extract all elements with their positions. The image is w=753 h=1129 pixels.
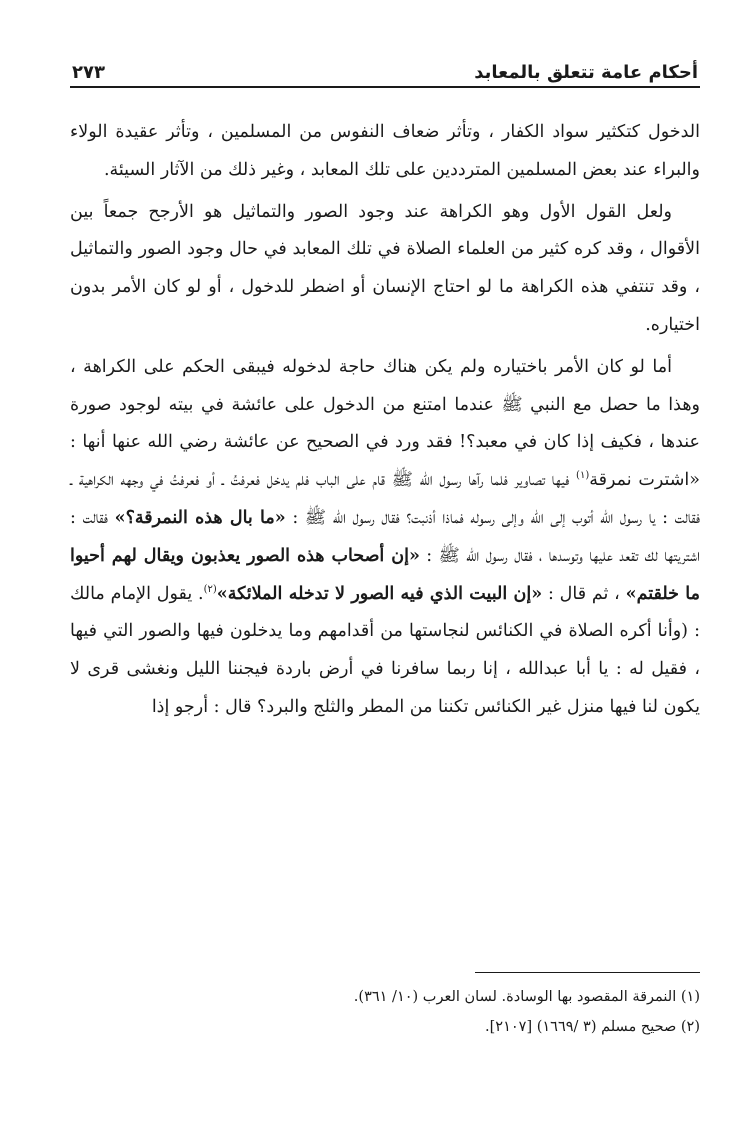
- running-header: [70, 52, 700, 88]
- paragraph-3-text-e: . يقول الإمام مالك : (وأنا أكره الصلاة في الكنائس لنجاستها من أقدامهم وما يدخلون فيها والصور التي فيها ، فقيل له : يا أبا عبدالله ، إنا ربما سافرنا في أرض باردة فيجننا الليل ونغشى قرى لا يكون لنا فيها منزل غير الكنائس تكننا من المطر والثلج والبرد؟ قال : أرجو إذا: [70, 583, 700, 717]
- paragraph-1: الدخول كتكثير سواد الكفار ، وتأثر ضعاف النفوس من المسلمين ، وتأثر عقيدة الولاء والبراء عند بعض المسلمين المترددين على تلك المعابد ، وغير ذلك من الآثار السيئة.: [70, 122, 700, 180]
- hadith-quote-2: «إن أصحاب هذه الصور يعذبون ويقال لهم أحيوا ما خلقتم»: [70, 545, 700, 604]
- paragraph-2: ولعل القول الأول وهو الكراهة عند وجود الصور والتماثيل هو الأرجح جمعاً بين الأقوال ، وقد كره كثير من العلماء الصلاة في تلك المعابد في حال وجود الصور والتماثيل ، وقد تنتفي هذه الكراهة ما لو احتاج الإنسان أو اضطر للدخول ، أو لو كان الأمر بدون اختياره.: [70, 201, 700, 335]
- paragraph-3-text-b: فيها تصاوير فلما رآها رسول الله ﷺ قام على الباب فلم يدخل فعرفتُ ـ أو فعرفتُ في وجهه الكراهية ـ فقالت : يا رسول الله أتوب إلى الله وإلى رسوله فماذا أذنبت؟ فقال رسول الله ﷺ :: [70, 470, 700, 528]
- body-text: [70, 114, 700, 727]
- footnotes: [70, 982, 700, 1042]
- hadith-quote-1: «ما بال هذه النمرقة؟»: [114, 507, 286, 528]
- footnote-marker-1[interactable]: (١): [576, 470, 590, 482]
- paragraph-3: [70, 349, 700, 727]
- paragraph-3-text-a: أما لو كان الأمر باختياره ولم يكن هناك حاجة لدخوله فيبقى الحكم على الكراهة ، وهذا ما حصل مع النبي ﷺ عندما امتنع من الدخول على عائشة في بيته لوجود صورة عندها ، فكيف إذا كان في معبد؟! فقد ورد في الصحيح عن عائشة رضي الله عنها أنها : «اشترت نمرقة: [70, 356, 700, 491]
- paragraph-3-text-c: فقالت : اشتريتها لك تقعد عليها وتوسدها ، فقال رسول الله ﷺ :: [70, 507, 700, 566]
- paragraph-3-text-d: ، ثم قال :: [542, 583, 626, 604]
- footnote-marker-2[interactable]: (٢): [203, 583, 217, 595]
- book-page: [70, 52, 700, 1092]
- running-title: أحكام عامة تتعلق بالمعابد: [474, 62, 698, 83]
- page-number: ٢٧٣: [72, 62, 105, 83]
- footnote-2: (٢) صحيح مسلم (٣ /١٦٦٩) [٢١٠٧].: [485, 1019, 700, 1035]
- footnote-1: (١) النمرقة المقصود بها الوسادة. لسان العرب (١٠/ ٣٦١).: [353, 989, 700, 1005]
- footnote-separator: [475, 972, 700, 973]
- hadith-quote-3: «إن البيت الذي فيه الصور لا تدخله الملائكة»: [216, 583, 543, 604]
